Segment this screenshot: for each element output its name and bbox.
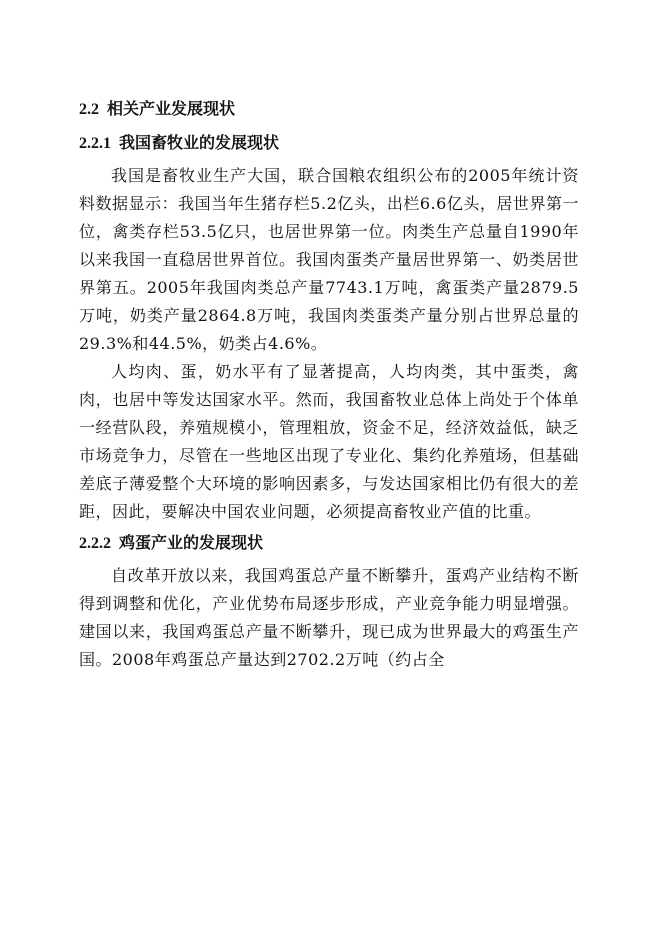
subsection-heading-egg-industry — [79, 526, 579, 560]
paragraph: 人均肉、蛋，奶水平有了显著提高，人均肉类，其中蛋类，禽肉，也居中等发达国家水平。然而，我国畜牧业总体上尚处于个体单一经营队段，养殖规模小，管理粗放，资金不足，经济效益低，缺乏市场竞争力，尽管在一些地区出现了专业化、集约化养殖场，但基础差底子薄爱整个大环境的影响因素多，与发达国家相比仍有很大的差距，因此，要解决中国农业问题，必须提高畜牧业产值的比重。 — [79, 362, 579, 521]
subsection-title: 鸡蛋产业的发展现状 — [119, 533, 264, 552]
subsection-heading-livestock — [79, 126, 579, 160]
subsection-number: 2.2.1 — [79, 135, 111, 152]
section-heading — [79, 92, 579, 126]
section-number: 2.2 — [79, 101, 99, 118]
paragraph: 我国是畜牧业生产大国，联合国粮农组织公布的2005年统计资料数据显示：我国当年生猪存栏5.2亿头，出栏6.6亿头，居世界第一位，禽类存栏53.5亿只，也居世界第一位。肉类生产总量自1990年以来我国一直稳居世界首位。我国肉蛋类产量居世界第一、奶类居世界第五。2005年我国肉类总产量7743.1万吨，禽蛋类产量2879.5万吨，奶类产量2864.8万吨，我国肉类蛋类产量分别占世界总量的29.3%和44.5%，奶类占4.6%。 — [79, 166, 579, 353]
section-title: 相关产业发展现状 — [107, 99, 236, 118]
subsection-title: 我国畜牧业的发展现状 — [119, 133, 280, 152]
document-body — [79, 92, 579, 674]
paragraph: 自改革开放以来，我国鸡蛋总产量不断攀升，蛋鸡产业结构不断得到调整和优化，产业优势布局逐步形成，产业竞争能力明显增强。建国以来，我国鸡蛋总产量不断攀升，现已成为世界最大的鸡蛋生产国。2008年鸡蛋总产量达到2702.2万吨（约占全 — [79, 566, 579, 669]
subsection-number: 2.2.2 — [79, 535, 111, 552]
